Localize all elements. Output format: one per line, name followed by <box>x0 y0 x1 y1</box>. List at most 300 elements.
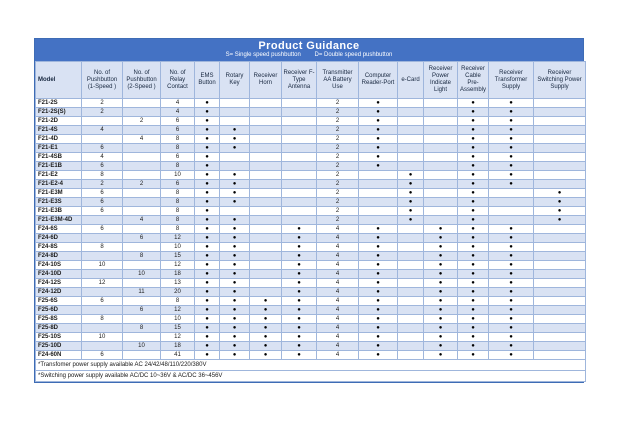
cell-relay-contact: 6 <box>161 126 195 135</box>
cell-power-indicate-light: ● <box>424 279 458 288</box>
model-cell: F21-E2 <box>36 171 82 180</box>
cell-e-card <box>398 135 424 144</box>
cell-e-card <box>398 261 424 270</box>
cell-pushbutton-2-speed: 10 <box>123 342 161 351</box>
cell-cable-pre-assembly: ● <box>458 279 489 288</box>
cell-e-card <box>398 288 424 297</box>
cell-receiver-horn: ● <box>250 306 282 315</box>
cell-receiver-horn <box>250 270 282 279</box>
cell-e-card: ● <box>398 180 424 189</box>
cell-computer-reader-port <box>359 171 398 180</box>
cell-switching-power-supply <box>534 126 586 135</box>
cell-cable-pre-assembly: ● <box>458 243 489 252</box>
cell-receiver-horn <box>250 216 282 225</box>
table-row-F21-4D <box>36 135 586 144</box>
cell-pushbutton-2-speed <box>123 225 161 234</box>
table-row-F21-2D <box>36 117 586 126</box>
cell-switching-power-supply <box>534 99 586 108</box>
table-row-F21-E1 <box>36 144 586 153</box>
cell-pushbutton-2-speed <box>123 351 161 360</box>
cell-power-indicate-light <box>424 99 458 108</box>
model-cell: F24-60N <box>36 351 82 360</box>
cell-cable-pre-assembly: ● <box>458 99 489 108</box>
cell-aa-battery: 2 <box>317 117 359 126</box>
cell-aa-battery: 4 <box>317 234 359 243</box>
cell-receiver-horn <box>250 126 282 135</box>
cell-power-indicate-light: ● <box>424 342 458 351</box>
cell-ems-button: ● <box>195 279 220 288</box>
cell-aa-battery: 4 <box>317 270 359 279</box>
column-header-aa-battery: Transmitter AA Battery Use <box>317 62 359 99</box>
cell-transformer-supply: ● <box>489 162 534 171</box>
column-header-model: Model <box>36 62 82 99</box>
cell-pushbutton-2-speed: 6 <box>123 234 161 243</box>
table-row-F21-E3S <box>36 198 586 207</box>
cell-aa-battery: 2 <box>317 180 359 189</box>
cell-rotary-key: ● <box>220 225 250 234</box>
cell-aa-battery: 4 <box>317 225 359 234</box>
column-header-computer-reader-port: Computer Reader-Port <box>359 62 398 99</box>
model-cell: F21-4SB <box>36 153 82 162</box>
cell-computer-reader-port: ● <box>359 162 398 171</box>
column-header-transformer-supply: Receiver Transformer Supply <box>489 62 534 99</box>
cell-transformer-supply: ● <box>489 288 534 297</box>
cell-pushbutton-1-speed <box>82 342 123 351</box>
cell-e-card <box>398 162 424 171</box>
cell-power-indicate-light <box>424 162 458 171</box>
speed-legend <box>35 52 583 59</box>
cell-aa-battery: 4 <box>317 252 359 261</box>
cell-computer-reader-port <box>359 189 398 198</box>
model-cell: F21-E3B <box>36 207 82 216</box>
cell-cable-pre-assembly: ● <box>458 144 489 153</box>
cell-f-type-antenna: ● <box>282 315 317 324</box>
cell-ems-button: ● <box>195 180 220 189</box>
table-body <box>36 99 586 360</box>
cell-f-type-antenna <box>282 153 317 162</box>
footnote-row <box>36 371 586 382</box>
cell-transformer-supply <box>489 189 534 198</box>
model-cell: F24-8D <box>36 252 82 261</box>
table-row-F21-2S <box>36 99 586 108</box>
cell-switching-power-supply <box>534 243 586 252</box>
cell-transformer-supply: ● <box>489 135 534 144</box>
cell-transformer-supply: ● <box>489 234 534 243</box>
model-cell: F21-E3M-4D <box>36 216 82 225</box>
table-row-F21-E3M <box>36 189 586 198</box>
table-footer <box>36 360 586 382</box>
cell-transformer-supply: ● <box>489 144 534 153</box>
cell-pushbutton-1-speed: 2 <box>82 108 123 117</box>
cell-pushbutton-1-speed: 2 <box>82 180 123 189</box>
cell-receiver-horn <box>250 99 282 108</box>
cell-aa-battery: 2 <box>317 162 359 171</box>
cell-receiver-horn <box>250 144 282 153</box>
cell-rotary-key: ● <box>220 288 250 297</box>
cell-relay-contact: 8 <box>161 189 195 198</box>
cell-f-type-antenna <box>282 117 317 126</box>
cell-rotary-key: ● <box>220 126 250 135</box>
cell-power-indicate-light: ● <box>424 243 458 252</box>
cell-receiver-horn: ● <box>250 324 282 333</box>
cell-transformer-supply: ● <box>489 342 534 351</box>
model-cell: F24-6S <box>36 225 82 234</box>
table-row-F24-6S <box>36 225 586 234</box>
cell-rotary-key: ● <box>220 261 250 270</box>
model-cell: F24-6D <box>36 234 82 243</box>
cell-transformer-supply: ● <box>489 99 534 108</box>
cell-pushbutton-1-speed <box>82 288 123 297</box>
cell-pushbutton-2-speed: 11 <box>123 288 161 297</box>
cell-ems-button: ● <box>195 333 220 342</box>
cell-pushbutton-1-speed: 12 <box>82 279 123 288</box>
cell-rotary-key: ● <box>220 189 250 198</box>
cell-f-type-antenna: ● <box>282 351 317 360</box>
cell-computer-reader-port: ● <box>359 144 398 153</box>
cell-rotary-key: ● <box>220 252 250 261</box>
cell-rotary-key: ● <box>220 135 250 144</box>
cell-aa-battery: 2 <box>317 108 359 117</box>
cell-aa-battery: 2 <box>317 135 359 144</box>
cell-pushbutton-2-speed: 4 <box>123 216 161 225</box>
cell-receiver-horn <box>250 171 282 180</box>
cell-e-card <box>398 333 424 342</box>
cell-computer-reader-port: ● <box>359 288 398 297</box>
cell-receiver-horn <box>250 189 282 198</box>
cell-power-indicate-light: ● <box>424 297 458 306</box>
cell-f-type-antenna <box>282 216 317 225</box>
cell-cable-pre-assembly: ● <box>458 333 489 342</box>
column-header-switching-power-supply: Receiver Switching Power Supply <box>534 62 586 99</box>
cell-rotary-key <box>220 162 250 171</box>
cell-switching-power-supply <box>534 306 586 315</box>
cell-rotary-key <box>220 108 250 117</box>
cell-cable-pre-assembly: ● <box>458 153 489 162</box>
page-title: Product Guidance <box>258 40 360 52</box>
cell-e-card: ● <box>398 198 424 207</box>
model-cell: F24-10S <box>36 261 82 270</box>
cell-switching-power-supply <box>534 270 586 279</box>
cell-pushbutton-1-speed <box>82 216 123 225</box>
cell-power-indicate-light <box>424 117 458 126</box>
cell-pushbutton-2-speed <box>123 162 161 171</box>
cell-transformer-supply: ● <box>489 306 534 315</box>
cell-pushbutton-2-speed <box>123 171 161 180</box>
cell-relay-contact: 8 <box>161 162 195 171</box>
cell-f-type-antenna: ● <box>282 288 317 297</box>
legend-double-speed: D= Double speed pushbutton <box>314 52 393 58</box>
cell-switching-power-supply <box>534 108 586 117</box>
cell-ems-button: ● <box>195 198 220 207</box>
cell-cable-pre-assembly: ● <box>458 252 489 261</box>
model-cell: F21-2D <box>36 117 82 126</box>
cell-ems-button: ● <box>195 306 220 315</box>
cell-switching-power-supply <box>534 225 586 234</box>
cell-pushbutton-2-speed: 8 <box>123 252 161 261</box>
cell-pushbutton-1-speed: 8 <box>82 315 123 324</box>
cell-f-type-antenna: ● <box>282 279 317 288</box>
cell-receiver-horn <box>250 252 282 261</box>
cell-computer-reader-port: ● <box>359 306 398 315</box>
model-cell: F21-E3M <box>36 189 82 198</box>
cell-f-type-antenna: ● <box>282 333 317 342</box>
cell-switching-power-supply: ● <box>534 207 586 216</box>
cell-pushbutton-2-speed <box>123 333 161 342</box>
cell-switching-power-supply <box>534 315 586 324</box>
cell-power-indicate-light <box>424 135 458 144</box>
cell-pushbutton-1-speed <box>82 306 123 315</box>
column-header-cable-pre-assembly: Receiver Cable Pre- Assembly <box>458 62 489 99</box>
cell-aa-battery: 4 <box>317 351 359 360</box>
cell-e-card <box>398 342 424 351</box>
cell-pushbutton-2-speed: 8 <box>123 324 161 333</box>
cell-pushbutton-1-speed <box>82 234 123 243</box>
cell-relay-contact: 18 <box>161 342 195 351</box>
cell-ems-button: ● <box>195 243 220 252</box>
column-header-pushbutton-1-speed: No. of Pushbutton (1-Speed ) <box>82 62 123 99</box>
cell-pushbutton-1-speed <box>82 324 123 333</box>
cell-cable-pre-assembly: ● <box>458 198 489 207</box>
cell-ems-button: ● <box>195 162 220 171</box>
cell-f-type-antenna <box>282 207 317 216</box>
cell-e-card <box>398 243 424 252</box>
table-row-F21-E3B <box>36 207 586 216</box>
cell-cable-pre-assembly: ● <box>458 342 489 351</box>
table-row-F24-12D <box>36 288 586 297</box>
cell-f-type-antenna: ● <box>282 270 317 279</box>
cell-power-indicate-light: ● <box>424 351 458 360</box>
cell-switching-power-supply <box>534 333 586 342</box>
cell-f-type-antenna <box>282 180 317 189</box>
cell-ems-button: ● <box>195 216 220 225</box>
model-cell: F21-2S <box>36 99 82 108</box>
cell-cable-pre-assembly: ● <box>458 126 489 135</box>
cell-switching-power-supply <box>534 171 586 180</box>
cell-f-type-antenna: ● <box>282 324 317 333</box>
cell-computer-reader-port: ● <box>359 243 398 252</box>
table-row-F25-6D <box>36 306 586 315</box>
cell-relay-contact: 10 <box>161 315 195 324</box>
cell-ems-button: ● <box>195 135 220 144</box>
model-cell: F25-8S <box>36 315 82 324</box>
cell-pushbutton-2-speed <box>123 243 161 252</box>
cell-transformer-supply: ● <box>489 351 534 360</box>
cell-rotary-key: ● <box>220 333 250 342</box>
cell-rotary-key: ● <box>220 171 250 180</box>
cell-computer-reader-port: ● <box>359 297 398 306</box>
cell-pushbutton-2-speed: 2 <box>123 180 161 189</box>
cell-computer-reader-port: ● <box>359 108 398 117</box>
column-header-relay-contact: No. of Relay Contact <box>161 62 195 99</box>
cell-power-indicate-light <box>424 189 458 198</box>
cell-rotary-key <box>220 117 250 126</box>
table-row-F25-8D <box>36 324 586 333</box>
model-cell: F21-4S <box>36 126 82 135</box>
cell-f-type-antenna <box>282 135 317 144</box>
cell-pushbutton-2-speed <box>123 261 161 270</box>
cell-f-type-antenna: ● <box>282 252 317 261</box>
cell-pushbutton-1-speed: 10 <box>82 261 123 270</box>
table-row-F24-8D <box>36 252 586 261</box>
cell-transformer-supply: ● <box>489 333 534 342</box>
cell-aa-battery: 4 <box>317 306 359 315</box>
cell-receiver-horn <box>250 153 282 162</box>
cell-computer-reader-port: ● <box>359 135 398 144</box>
cell-receiver-horn <box>250 108 282 117</box>
cell-ems-button: ● <box>195 342 220 351</box>
cell-switching-power-supply <box>534 324 586 333</box>
cell-computer-reader-port: ● <box>359 99 398 108</box>
cell-aa-battery: 2 <box>317 99 359 108</box>
cell-cable-pre-assembly: ● <box>458 189 489 198</box>
cell-ems-button: ● <box>195 225 220 234</box>
cell-cable-pre-assembly: ● <box>458 117 489 126</box>
cell-transformer-supply: ● <box>489 171 534 180</box>
cell-ems-button: ● <box>195 288 220 297</box>
cell-rotary-key: ● <box>220 234 250 243</box>
cell-relay-contact: 4 <box>161 99 195 108</box>
cell-aa-battery: 4 <box>317 324 359 333</box>
cell-f-type-antenna <box>282 162 317 171</box>
cell-rotary-key: ● <box>220 297 250 306</box>
cell-receiver-horn: ● <box>250 315 282 324</box>
cell-receiver-horn: ● <box>250 351 282 360</box>
cell-pushbutton-1-speed: 6 <box>82 189 123 198</box>
table-row-F21-2S(S) <box>36 108 586 117</box>
cell-ems-button: ● <box>195 324 220 333</box>
model-cell: F25-10D <box>36 342 82 351</box>
cell-switching-power-supply <box>534 261 586 270</box>
cell-cable-pre-assembly: ● <box>458 135 489 144</box>
cell-e-card <box>398 99 424 108</box>
cell-e-card <box>398 279 424 288</box>
table-row-F24-6D <box>36 234 586 243</box>
cell-receiver-horn <box>250 198 282 207</box>
cell-pushbutton-2-speed: 4 <box>123 135 161 144</box>
cell-power-indicate-light: ● <box>424 261 458 270</box>
cell-cable-pre-assembly: ● <box>458 288 489 297</box>
title-bar <box>35 39 583 61</box>
cell-aa-battery: 4 <box>317 315 359 324</box>
cell-rotary-key <box>220 99 250 108</box>
cell-ems-button: ● <box>195 297 220 306</box>
table-row-F21-E2 <box>36 171 586 180</box>
cell-pushbutton-1-speed <box>82 270 123 279</box>
cell-e-card <box>398 351 424 360</box>
cell-rotary-key: ● <box>220 180 250 189</box>
cell-cable-pre-assembly: ● <box>458 162 489 171</box>
legend-single-speed: S= Single speed pushbutton <box>225 52 301 58</box>
cell-pushbutton-1-speed: 8 <box>82 243 123 252</box>
cell-ems-button: ● <box>195 252 220 261</box>
cell-cable-pre-assembly: ● <box>458 297 489 306</box>
cell-rotary-key <box>220 207 250 216</box>
cell-power-indicate-light <box>424 144 458 153</box>
cell-switching-power-supply <box>534 162 586 171</box>
cell-ems-button: ● <box>195 117 220 126</box>
cell-relay-contact: 12 <box>161 306 195 315</box>
cell-pushbutton-1-speed: 8 <box>82 171 123 180</box>
cell-relay-contact: 12 <box>161 234 195 243</box>
footnote-switching: *Switching power supply available AC/DC 10~36V & AC/DC 36~456V <box>36 371 586 382</box>
cell-transformer-supply: ● <box>489 261 534 270</box>
cell-power-indicate-light: ● <box>424 225 458 234</box>
table-row-F25-8S <box>36 315 586 324</box>
cell-power-indicate-light: ● <box>424 306 458 315</box>
cell-transformer-supply: ● <box>489 297 534 306</box>
cell-computer-reader-port: ● <box>359 333 398 342</box>
cell-pushbutton-2-speed <box>123 207 161 216</box>
cell-aa-battery: 4 <box>317 333 359 342</box>
cell-switching-power-supply <box>534 297 586 306</box>
cell-computer-reader-port <box>359 198 398 207</box>
cell-pushbutton-2-speed <box>123 198 161 207</box>
cell-rotary-key: ● <box>220 270 250 279</box>
cell-transformer-supply: ● <box>489 108 534 117</box>
cell-computer-reader-port: ● <box>359 234 398 243</box>
cell-e-card <box>398 324 424 333</box>
cell-relay-contact: 20 <box>161 288 195 297</box>
cell-e-card <box>398 144 424 153</box>
cell-pushbutton-1-speed: 2 <box>82 99 123 108</box>
cell-power-indicate-light: ● <box>424 288 458 297</box>
cell-aa-battery: 2 <box>317 126 359 135</box>
cell-f-type-antenna: ● <box>282 234 317 243</box>
table-row-F25-10D <box>36 342 586 351</box>
cell-pushbutton-1-speed: 6 <box>82 351 123 360</box>
cell-cable-pre-assembly: ● <box>458 270 489 279</box>
cell-ems-button: ● <box>195 153 220 162</box>
table-row-F21-E2-4 <box>36 180 586 189</box>
model-cell: F21-E1B <box>36 162 82 171</box>
cell-f-type-antenna <box>282 189 317 198</box>
cell-transformer-supply: ● <box>489 315 534 324</box>
cell-receiver-horn <box>250 180 282 189</box>
cell-cable-pre-assembly: ● <box>458 234 489 243</box>
cell-f-type-antenna <box>282 126 317 135</box>
cell-ems-button: ● <box>195 126 220 135</box>
cell-relay-contact: 8 <box>161 198 195 207</box>
cell-pushbutton-2-speed: 10 <box>123 270 161 279</box>
cell-cable-pre-assembly: ● <box>458 324 489 333</box>
cell-pushbutton-2-speed <box>123 315 161 324</box>
cell-switching-power-supply <box>534 279 586 288</box>
cell-rotary-key: ● <box>220 342 250 351</box>
cell-switching-power-supply <box>534 288 586 297</box>
cell-e-card <box>398 117 424 126</box>
cell-aa-battery: 2 <box>317 153 359 162</box>
cell-ems-button: ● <box>195 189 220 198</box>
cell-switching-power-supply <box>534 180 586 189</box>
cell-pushbutton-1-speed <box>82 252 123 261</box>
cell-pushbutton-1-speed: 6 <box>82 207 123 216</box>
footnote-transformer: *Transfomer power supply available AC 24/42/48/110/220/380V <box>36 360 586 371</box>
cell-power-indicate-light <box>424 216 458 225</box>
cell-f-type-antenna: ● <box>282 342 317 351</box>
cell-power-indicate-light <box>424 153 458 162</box>
cell-relay-contact: 8 <box>161 297 195 306</box>
cell-receiver-horn <box>250 135 282 144</box>
cell-e-card: ● <box>398 216 424 225</box>
cell-rotary-key: ● <box>220 144 250 153</box>
cell-receiver-horn <box>250 279 282 288</box>
cell-transformer-supply <box>489 198 534 207</box>
column-header-rotary-key: Rotary Key <box>220 62 250 99</box>
cell-pushbutton-2-speed <box>123 108 161 117</box>
cell-computer-reader-port: ● <box>359 153 398 162</box>
cell-e-card: ● <box>398 171 424 180</box>
cell-relay-contact: 8 <box>161 225 195 234</box>
